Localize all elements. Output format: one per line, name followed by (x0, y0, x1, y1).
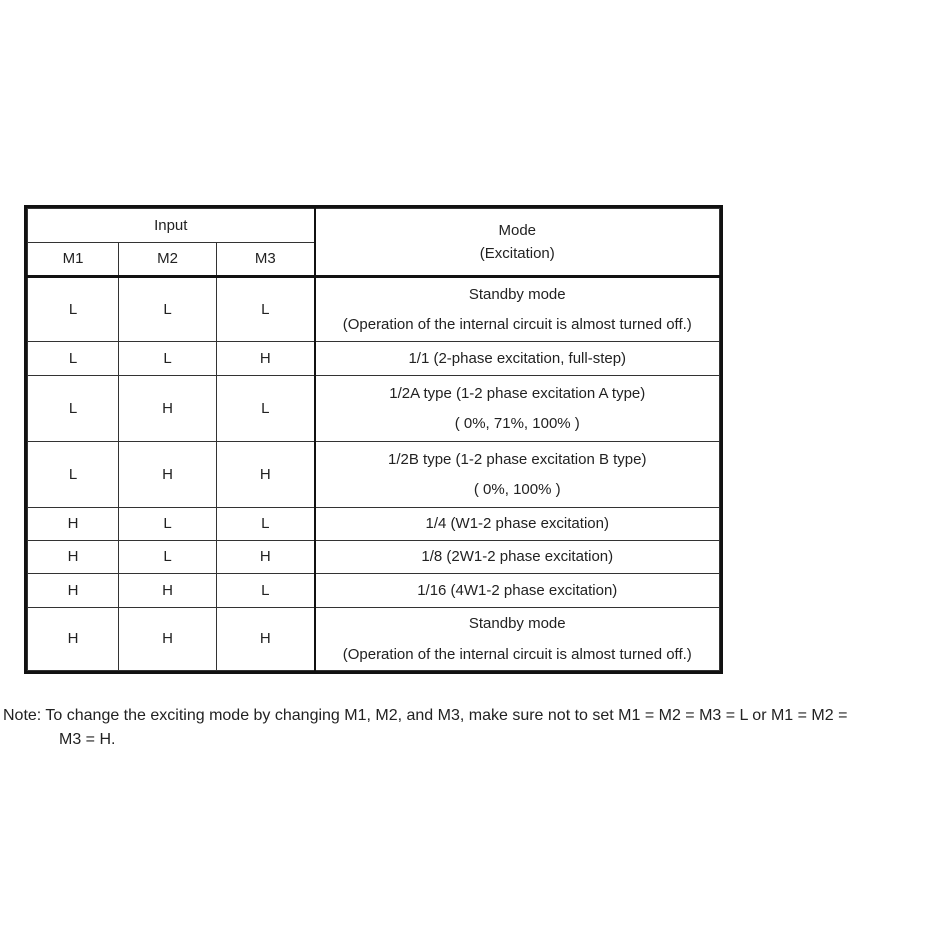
mode-subtext: ( 0%, 71%, 100% ) (454, 415, 580, 432)
mode-text: 1/2B type (1-2 phase excitation B type) (388, 450, 647, 468)
mode-text: 1/16 (4W1-2 phase excitation) (417, 581, 618, 599)
mode-text: Standby mode (468, 615, 566, 633)
m3-cell: L (217, 277, 315, 342)
m2-cell: L (119, 277, 217, 342)
table-row (28, 342, 720, 376)
note-line-1: Note: To change the exciting mode by changing M1, M2, and M3, make sure not to set M1 = M2 = M3 = L or M1 = M2 = (3, 707, 848, 724)
m3-cell: H (217, 442, 315, 508)
m1-cell: L (28, 277, 119, 342)
mode-cell (315, 376, 720, 442)
mode-text: 1/1 (2-phase excitation, full-step) (408, 349, 627, 367)
m1-cell: L (28, 376, 119, 442)
m3-cell: H (217, 608, 315, 671)
m3-cell: L (217, 574, 315, 608)
m1-cell: H (28, 541, 119, 574)
m1-cell: L (28, 442, 119, 508)
m2-cell: H (119, 574, 217, 608)
m1-cell: L (28, 342, 119, 376)
table-row (28, 508, 720, 541)
table-row (28, 376, 720, 442)
excitation-mode-table-frame (24, 205, 723, 674)
m2-cell: L (119, 342, 217, 376)
m2-cell: H (119, 376, 217, 442)
mode-text: 1/8 (2W1-2 phase excitation) (421, 548, 614, 566)
m2-header: M2 (119, 243, 217, 277)
m2-cell: H (119, 608, 217, 671)
mode-header (315, 209, 720, 277)
m2-cell: L (119, 541, 217, 574)
table-row (28, 442, 720, 508)
mode-cell (315, 574, 720, 608)
table-row (28, 541, 720, 574)
mode-cell (315, 508, 720, 541)
mode-cell (315, 342, 720, 376)
mode-subtext: (Operation of the internal circuit is almost turned off.) (342, 316, 692, 333)
mode-text: Standby mode (468, 285, 566, 303)
m3-cell: H (217, 541, 315, 574)
m1-cell: H (28, 508, 119, 541)
excitation-mode-table (27, 208, 720, 671)
table-row (28, 277, 720, 342)
m2-cell: L (119, 508, 217, 541)
mode-cell (315, 442, 720, 508)
m1-header: M1 (28, 243, 119, 277)
mode-header-title: Mode (498, 221, 537, 239)
table-row (28, 608, 720, 671)
mode-cell (315, 277, 720, 342)
mode-subtext: ( 0%, 100% ) (473, 481, 561, 498)
m1-cell: H (28, 574, 119, 608)
m3-cell: H (217, 342, 315, 376)
m2-cell: H (119, 442, 217, 508)
mode-subtext: (Operation of the internal circuit is almost turned off.) (342, 645, 692, 663)
note-line-2: M3 = H. (59, 731, 116, 748)
mode-text: 1/4 (W1-2 phase excitation) (425, 515, 609, 533)
mode-cell (315, 608, 720, 671)
input-header: Input (28, 209, 315, 243)
table-row (28, 574, 720, 608)
note-text (3, 704, 948, 752)
m3-header: M3 (217, 243, 315, 277)
header-row-1 (28, 209, 720, 243)
m1-cell: H (28, 608, 119, 671)
m3-cell: L (217, 508, 315, 541)
mode-cell (315, 541, 720, 574)
m3-cell: L (217, 376, 315, 442)
mode-text: 1/2A type (1-2 phase excitation A type) (389, 384, 646, 402)
mode-header-subtitle: (Excitation) (479, 245, 555, 262)
